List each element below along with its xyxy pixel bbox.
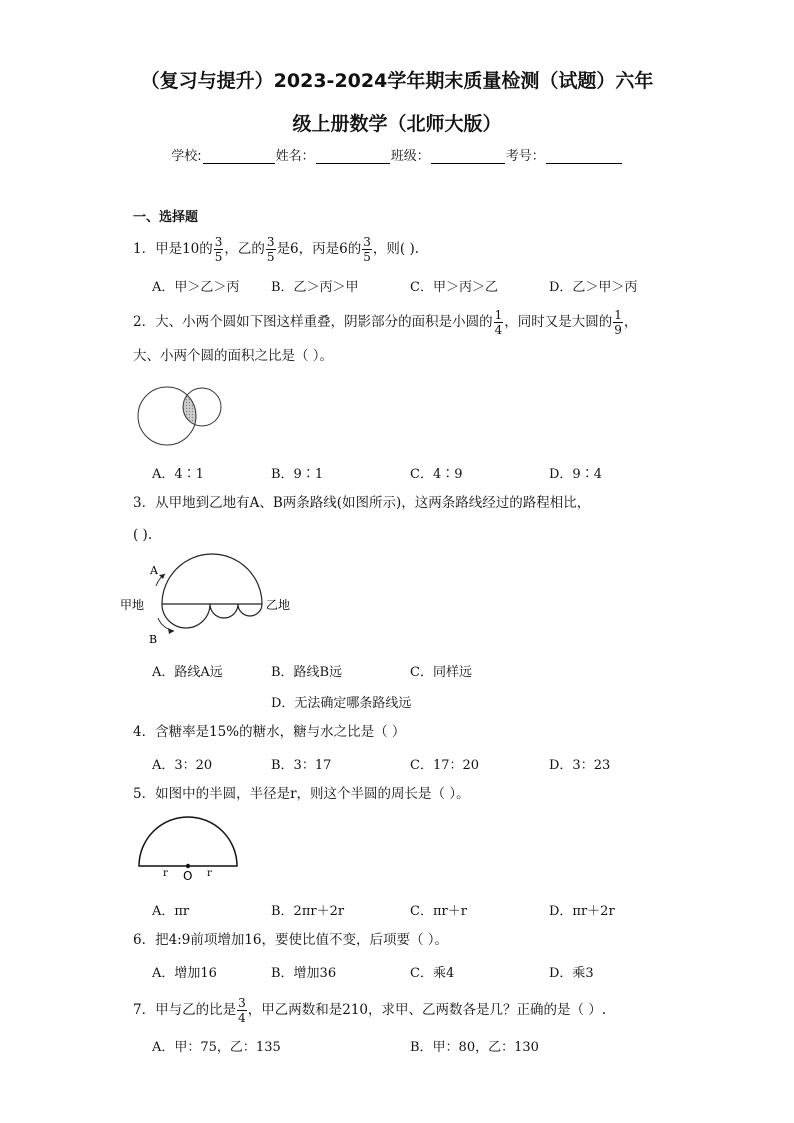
q2-text-2: ，同时又是大圆的 [504, 314, 613, 330]
label-o: O [183, 869, 193, 882]
arrow-b-head-icon [168, 628, 174, 634]
overlapping-circles-figure [134, 386, 228, 448]
fraction: $\frac{1}{9}$ [614, 308, 622, 337]
q7-option-b[interactable]: B．甲：80，乙：130 [410, 1040, 539, 1055]
question-6: 6．把4:9前项增加16，要使比值不变，后项要（ ）。 [133, 932, 449, 948]
q3-option-c[interactable]: C．同样远 [410, 665, 472, 680]
label-b: B [149, 633, 158, 646]
q7-text-2: ，甲乙两数和是210，求甲、乙两数各是几？正确的是（ ）. [247, 1002, 607, 1018]
exam-no-label: 考号： [505, 149, 545, 164]
q3-option-d[interactable]: D．无法确定哪条路线远 [271, 696, 412, 711]
q1-option-a[interactable]: A．甲＞乙＞丙 [152, 280, 240, 295]
route-a-arc [162, 554, 262, 604]
label-r-left: r [163, 868, 168, 879]
q3-option-a[interactable]: A．路线A远 [152, 665, 223, 680]
q5-option-d[interactable]: D．πr＋2r [549, 904, 615, 919]
semicircle-figure [134, 812, 242, 882]
q6-option-a[interactable]: A．增加16 [152, 966, 217, 981]
q4-option-b[interactable]: B．3：17 [271, 758, 332, 773]
q3-option-b[interactable]: B．路线B远 [271, 665, 343, 680]
q7-text-1: 7．甲与乙的比是 [133, 1002, 237, 1018]
semicircle [139, 817, 237, 866]
class-label: 班级： [390, 149, 430, 164]
q7-option-a[interactable]: A．甲：75，乙：135 [152, 1040, 281, 1055]
q1-option-b[interactable]: B．乙＞丙＞甲 [271, 280, 359, 295]
arrow-b-icon [158, 618, 174, 631]
name-label: 姓名： [275, 149, 315, 164]
question-4: 4．含糖率是15%的糖水，糖与水之比是（ ） [133, 724, 406, 740]
section-title: 一、选择题 [133, 210, 199, 225]
q4-option-a[interactable]: A．3：20 [152, 758, 213, 773]
routes-figure [118, 548, 308, 648]
q3-line-2: ( ). [133, 527, 153, 543]
q1-text-3: 是6，丙是6的 [276, 241, 362, 257]
q4-option-c[interactable]: C．17：20 [410, 758, 480, 773]
q2-text-3: ， [623, 314, 638, 330]
center-point [186, 864, 190, 868]
q5-option-b[interactable]: B．2πr＋2r [271, 904, 345, 919]
q1-option-d[interactable]: D．乙＞甲＞丙 [549, 280, 638, 295]
question-2 [133, 309, 637, 336]
student-info-row [0, 145, 794, 164]
q1-option-c[interactable]: C．甲＞丙＞乙 [410, 280, 498, 295]
q6-option-b[interactable]: B．增加36 [271, 966, 337, 981]
q2-option-c[interactable]: C．4∶9 [410, 467, 463, 482]
q2-option-d[interactable]: D．9∶4 [549, 467, 602, 482]
name-field[interactable] [316, 150, 390, 164]
q6-option-c[interactable]: C．乘4 [410, 966, 455, 981]
q2-option-a[interactable]: A．4∶1 [152, 467, 204, 482]
question-1 [133, 236, 419, 263]
fraction: $\frac{3}{5}$ [214, 235, 223, 264]
fraction: $\frac{3}{5}$ [266, 235, 275, 264]
title-line-1: （复习与提升）2023-2024学年期末质量检测（试题）六年 [140, 70, 654, 92]
title-line-2: 级上册数学（北师大版） [292, 113, 502, 135]
q5-option-c[interactable]: C．πr＋r [410, 904, 467, 919]
q1-text-1: 1．甲是10的 [133, 241, 213, 257]
label-r-right: r [207, 868, 212, 879]
q5-option-a[interactable]: A．πr [152, 904, 190, 919]
q2-line-2: 大、小两个圆的面积之比是（ ）。 [133, 348, 334, 364]
school-label: 学校: [171, 149, 202, 164]
q6-option-d[interactable]: D．乘3 [549, 966, 594, 981]
question-3: 3．从甲地到乙地有A、B两条路线(如图所示)，这两条路线经过的路程相比， [133, 495, 591, 511]
q2-text-1: 2．大、小两个圆如下图这样重叠，阴影部分的面积是小圆的 [133, 314, 493, 330]
question-5: 5．如图中的半圆，半径是r，则这个半圆的周长是（ ）。 [133, 786, 470, 802]
q2-option-b[interactable]: B．9∶1 [271, 467, 324, 482]
label-end: 乙地 [266, 598, 291, 612]
label-start: 甲地 [120, 598, 145, 612]
q1-text-4: ，则( ). [372, 241, 420, 257]
fraction: $\frac{1}{4}$ [494, 308, 503, 337]
label-a: A [150, 564, 158, 577]
q4-option-d[interactable]: D．3：23 [549, 758, 611, 773]
fraction: $\frac{3}{5}$ [363, 235, 371, 264]
school-field[interactable] [203, 150, 275, 164]
question-7 [133, 997, 606, 1024]
fraction: $\frac{3}{4}$ [238, 996, 246, 1025]
q1-text-2: ，乙的 [224, 241, 265, 257]
class-field[interactable] [431, 150, 505, 164]
route-b-arcs [162, 604, 262, 628]
exam-no-field[interactable] [546, 150, 622, 164]
